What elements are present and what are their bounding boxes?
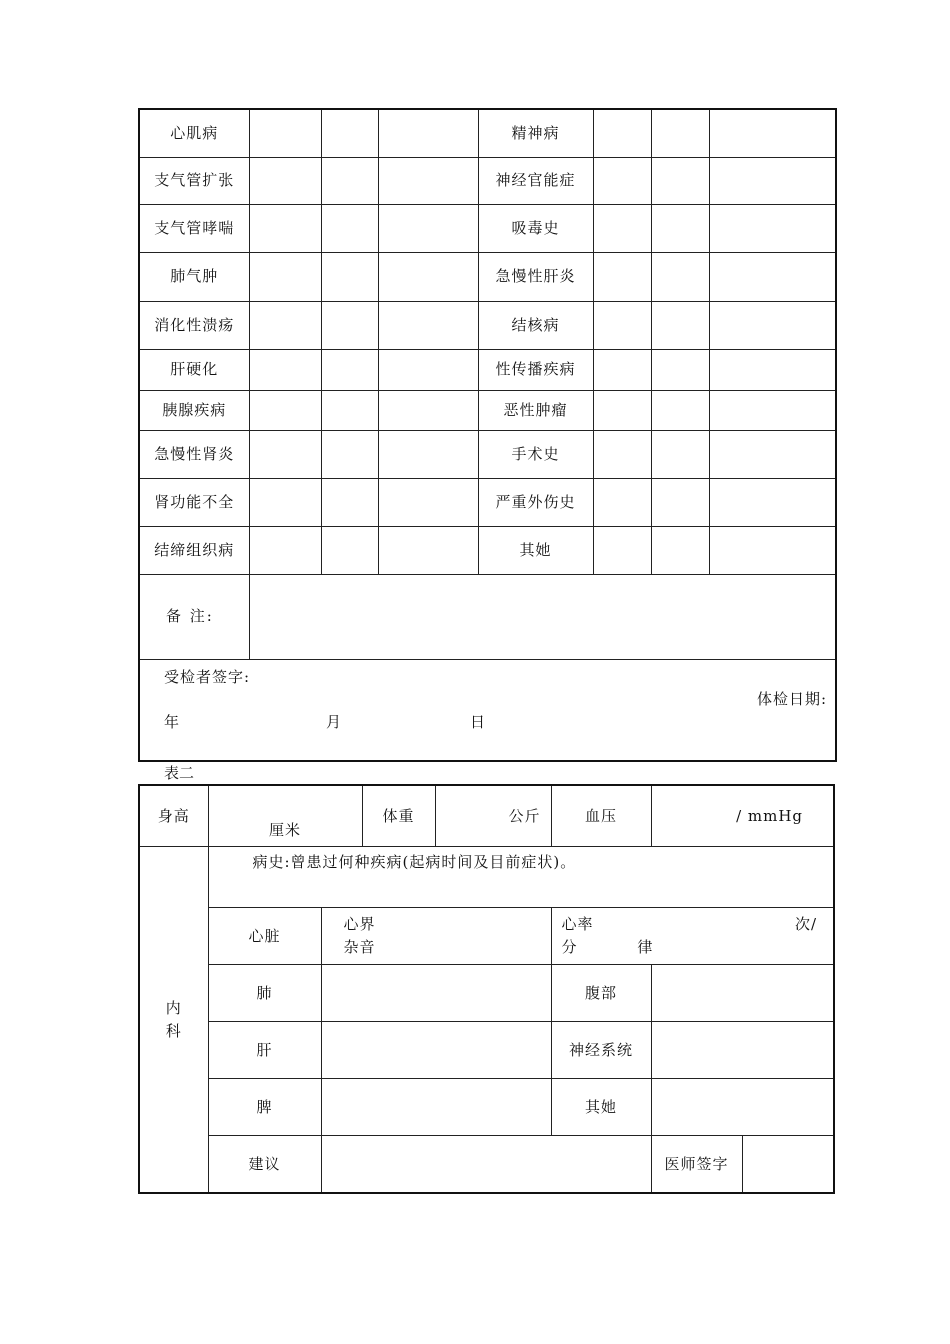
- remarks-row: [139, 574, 836, 659]
- condition-field[interactable]: [651, 204, 709, 252]
- condition-field[interactable]: [321, 478, 378, 526]
- condition-field[interactable]: [709, 430, 836, 478]
- condition-field[interactable]: [378, 349, 478, 390]
- condition-label: 心肌病: [139, 109, 249, 157]
- liver-label: 肝: [208, 1022, 321, 1079]
- condition-field[interactable]: [593, 526, 651, 574]
- condition-field[interactable]: [378, 478, 478, 526]
- history-row: [139, 109, 836, 157]
- condition-field[interactable]: [321, 430, 378, 478]
- history-row: [139, 157, 836, 204]
- history-row: [139, 526, 836, 574]
- condition-label: 吸毒史: [478, 204, 593, 252]
- condition-field[interactable]: [378, 252, 478, 301]
- height-field[interactable]: [208, 785, 362, 847]
- condition-field[interactable]: [249, 301, 321, 349]
- advice-row: [139, 1136, 834, 1194]
- condition-field[interactable]: [321, 157, 378, 204]
- condition-field[interactable]: [249, 109, 321, 157]
- history-row: [139, 390, 836, 430]
- condition-label: 严重外伤史: [478, 478, 593, 526]
- condition-field[interactable]: [651, 478, 709, 526]
- year-label: 年: [164, 712, 181, 731]
- condition-field[interactable]: [709, 157, 836, 204]
- condition-field[interactable]: [321, 390, 378, 430]
- remarks-label: 备 注:: [139, 574, 249, 659]
- other-label: 其她: [551, 1079, 651, 1136]
- condition-field[interactable]: [378, 430, 478, 478]
- doctor-signature-field[interactable]: [742, 1136, 834, 1194]
- table2-caption: 表二: [164, 764, 195, 782]
- condition-field[interactable]: [709, 204, 836, 252]
- condition-field[interactable]: [593, 430, 651, 478]
- condition-field[interactable]: [651, 430, 709, 478]
- condition-label: 神经官能症: [478, 157, 593, 204]
- heart-label: 心脏: [208, 908, 321, 965]
- vitals-row: [139, 785, 834, 847]
- condition-label: 支气管扩张: [139, 157, 249, 204]
- advice-label: 建议: [208, 1136, 321, 1194]
- condition-field[interactable]: [249, 204, 321, 252]
- height-label: 身高: [139, 785, 208, 847]
- condition-field[interactable]: [651, 390, 709, 430]
- condition-field[interactable]: [709, 478, 836, 526]
- history-field[interactable]: [208, 847, 834, 908]
- condition-field[interactable]: [249, 526, 321, 574]
- condition-field[interactable]: [709, 109, 836, 157]
- condition-label: 支气管哮喘: [139, 204, 249, 252]
- condition-label: 肺气肿: [139, 252, 249, 301]
- condition-field[interactable]: [249, 390, 321, 430]
- heart-border-label: 心界: [343, 915, 376, 933]
- condition-field[interactable]: [378, 157, 478, 204]
- other-field[interactable]: [651, 1079, 834, 1136]
- condition-label: 消化性溃疡: [139, 301, 249, 349]
- signature-row: [139, 659, 836, 761]
- day-label: 日: [470, 712, 487, 731]
- condition-field[interactable]: [593, 204, 651, 252]
- heart-field[interactable]: [321, 908, 551, 965]
- history-row: [139, 301, 836, 349]
- condition-field[interactable]: [321, 204, 378, 252]
- condition-label: 急慢性肾炎: [139, 430, 249, 478]
- signature-cell[interactable]: [139, 659, 836, 761]
- weight-unit: 公斤: [508, 806, 541, 825]
- abdomen-field[interactable]: [651, 965, 834, 1022]
- heart-murmur-label: 杂音: [343, 938, 376, 956]
- condition-field[interactable]: [249, 157, 321, 204]
- liver-row: [139, 1022, 834, 1079]
- condition-field[interactable]: [249, 430, 321, 478]
- heart-rate-label: 心率: [561, 915, 594, 933]
- spleen-row: [139, 1079, 834, 1136]
- spleen-label: 脾: [208, 1079, 321, 1136]
- condition-field[interactable]: [709, 349, 836, 390]
- condition-label: 手术史: [478, 430, 593, 478]
- heart-rate-unit: 次/: [794, 915, 818, 933]
- doctor-signature-label: 医师签字: [651, 1136, 742, 1194]
- condition-field[interactable]: [321, 349, 378, 390]
- heart-rate-field[interactable]: [551, 908, 834, 965]
- condition-field[interactable]: [321, 301, 378, 349]
- condition-field[interactable]: [593, 390, 651, 430]
- condition-field[interactable]: [249, 252, 321, 301]
- medical-history-table: [138, 108, 837, 762]
- advice-field[interactable]: [321, 1136, 651, 1194]
- history-row: [139, 252, 836, 301]
- condition-field[interactable]: [321, 526, 378, 574]
- spleen-field[interactable]: [321, 1079, 551, 1136]
- bp-unit: / mmHg: [736, 806, 804, 825]
- condition-field[interactable]: [651, 252, 709, 301]
- condition-field[interactable]: [651, 301, 709, 349]
- internal-medicine-label: 内 科: [139, 847, 208, 1194]
- condition-field[interactable]: [593, 301, 651, 349]
- condition-field[interactable]: [249, 349, 321, 390]
- condition-field[interactable]: [709, 301, 836, 349]
- height-unit: 厘米: [269, 821, 302, 839]
- condition-label: 其她: [478, 526, 593, 574]
- bp-field[interactable]: [651, 785, 834, 847]
- condition-field[interactable]: [709, 252, 836, 301]
- condition-field[interactable]: [651, 349, 709, 390]
- lung-field[interactable]: [321, 965, 551, 1022]
- condition-field[interactable]: [593, 349, 651, 390]
- condition-field[interactable]: [651, 109, 709, 157]
- condition-label: 肾功能不全: [139, 478, 249, 526]
- physical-exam-table: [138, 784, 835, 1194]
- condition-field[interactable]: [378, 204, 478, 252]
- condition-field[interactable]: [709, 390, 836, 430]
- condition-field[interactable]: [378, 390, 478, 430]
- condition-label: 肝硬化: [139, 349, 249, 390]
- history-row: [139, 349, 836, 390]
- month-label: 月: [326, 712, 343, 731]
- condition-field[interactable]: [593, 252, 651, 301]
- condition-field[interactable]: [593, 109, 651, 157]
- history-row: [139, 430, 836, 478]
- condition-field[interactable]: [651, 526, 709, 574]
- condition-field[interactable]: [321, 252, 378, 301]
- condition-label: 结核病: [478, 301, 593, 349]
- condition-field[interactable]: [249, 478, 321, 526]
- condition-field[interactable]: [651, 157, 709, 204]
- remarks-field[interactable]: [249, 574, 836, 659]
- condition-field[interactable]: [378, 526, 478, 574]
- condition-field[interactable]: [709, 526, 836, 574]
- history-row: [139, 204, 836, 252]
- lung-label: 肺: [208, 965, 321, 1022]
- examinee-signature-label: 受检者签字:: [164, 667, 251, 686]
- condition-label: 精神病: [478, 109, 593, 157]
- condition-label: 急慢性肝炎: [478, 252, 593, 301]
- exam-date-label: 体检日期:: [756, 689, 827, 708]
- lung-row: [139, 965, 834, 1022]
- nervous-field[interactable]: [651, 1022, 834, 1079]
- condition-field[interactable]: [593, 478, 651, 526]
- condition-label: 恶性肿瘤: [478, 390, 593, 430]
- abdomen-label: 腹部: [551, 965, 651, 1022]
- heart-rate-unit-minute: 分: [561, 938, 578, 956]
- condition-field[interactable]: [321, 109, 378, 157]
- history-row: [139, 478, 836, 526]
- condition-label: 性传播疾病: [478, 349, 593, 390]
- history-prompt: 病史:曾患过何种疾病(起病时间及目前症状)。: [252, 853, 577, 871]
- nervous-label: 神经系统: [551, 1022, 651, 1079]
- condition-field[interactable]: [593, 157, 651, 204]
- liver-field[interactable]: [321, 1022, 551, 1079]
- weight-field[interactable]: [435, 785, 551, 847]
- weight-label: 体重: [362, 785, 435, 847]
- condition-label: 胰腺疾病: [139, 390, 249, 430]
- heart-row: [139, 908, 834, 965]
- condition-field[interactable]: [378, 109, 478, 157]
- bp-label: 血压: [551, 785, 651, 847]
- condition-label: 结缔组织病: [139, 526, 249, 574]
- heart-rhythm-label: 律: [637, 938, 654, 956]
- condition-field[interactable]: [378, 301, 478, 349]
